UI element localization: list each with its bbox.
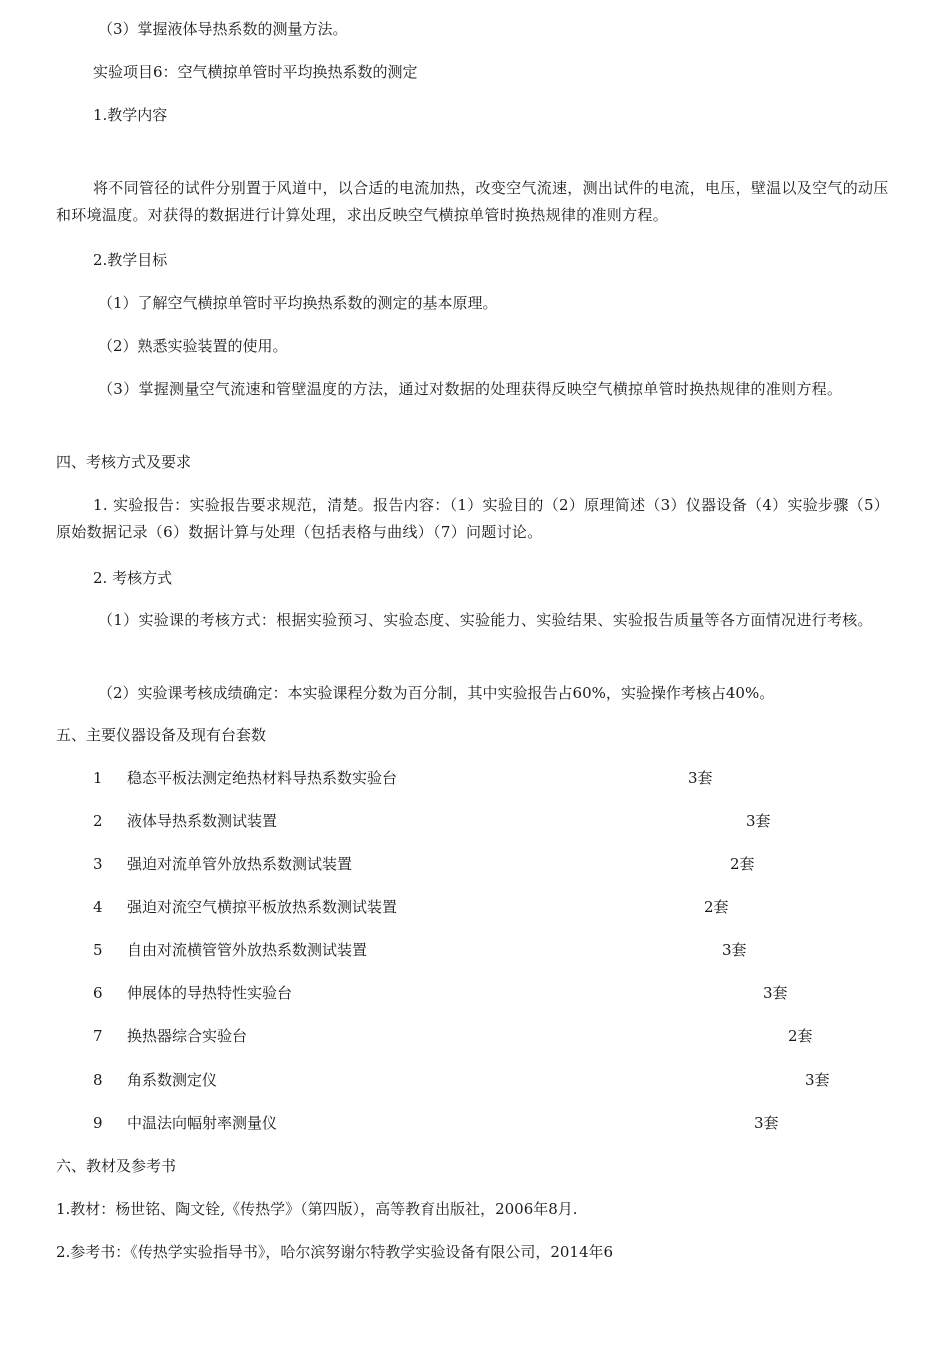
section-5-heading: 五、主要仪器设备及现有台套数 [56,726,267,744]
teaching-goal-heading: 2.教学目标 [93,251,168,269]
experiment-6-title: 实验项目6：空气横掠单管时平均换热系数的测定 [93,63,418,81]
section-6-heading: 六、教材及参考书 [56,1157,177,1175]
objective-3-text: （3）掌握液体导热系数的测量方法。 [98,20,348,38]
equipment-item [93,1067,853,1094]
equipment-name: 自由对流横管管外放热系数测试装置 [127,941,368,959]
equipment-item [93,765,853,792]
grade-rule-text: （2）实验课考核成绩确定：本实验课程分数为百分制，其中实验报告占60%，实验操作考核占40%。 [98,684,775,702]
equipment-number: 1 [93,769,103,787]
equipment-number: 5 [93,941,103,959]
equipment-name: 伸展体的导热特性实验台 [127,984,293,1002]
equipment-quantity: 3套 [746,812,771,830]
equipment-item [93,894,853,921]
section-4-heading: 四、考核方式及要求 [56,453,192,471]
teaching-content-heading: 1.教学内容 [93,106,168,124]
equipment-quantity: 3套 [688,769,713,787]
assessment-method-heading: 2. 考核方式 [93,569,173,587]
equipment-quantity: 2套 [788,1027,813,1045]
goal-1-text: （1）了解空气横掠单管时平均换热系数的测定的基本原理。 [98,294,498,312]
equipment-number: 4 [93,898,103,916]
equipment-name: 强迫对流空气横掠平板放热系数测试装置 [127,898,398,916]
equipment-number: 2 [93,812,103,830]
equipment-quantity: 3套 [763,984,788,1002]
teaching-content-text: 将不同管径的试件分别置于风道中，以合适的电流加热，改变空气流速，测出试件的电流，电压，壁温以及空气的动压和环境温度。对获得的数据进行计算处理，求出反映空气横掠单管时换热规律的准则方程。 [56,179,889,224]
equipment-item [93,808,853,835]
equipment-name: 液体导热系数测试装置 [127,812,278,830]
equipment-quantity: 2套 [730,855,755,873]
equipment-number: 8 [93,1071,103,1089]
reference-book: 2.参考书：《传热学实验指导书》，哈尔滨努谢尔特教学实验设备有限公司，2014年6 [56,1243,614,1261]
equipment-name: 稳态平板法测定绝热材料导热系数实验台 [127,769,398,787]
equipment-quantity: 2套 [704,898,729,916]
equipment-number: 7 [93,1027,103,1045]
equipment-name: 换热器综合实验台 [127,1027,248,1045]
equipment-item [93,980,853,1007]
equipment-number: 3 [93,855,103,873]
goal-2-text: （2）熟悉实验装置的使用。 [98,337,288,355]
goal-3-text: （3）掌握测量空气流速和管壁温度的方法，通过对数据的处理获得反映空气横掠单管时换热规律的准则方程。 [98,380,843,398]
equipment-item [93,937,853,964]
equipment-quantity: 3套 [754,1114,779,1132]
equipment-name: 角系数测定仪 [127,1071,218,1089]
equipment-quantity: 3套 [805,1071,830,1089]
equipment-name: 强迫对流单管外放热系数测试装置 [127,855,353,873]
textbook-reference: 1.教材：杨世铭、陶文铨,《传热学》（第四版），高等教育出版社，2006年8月. [56,1200,578,1218]
assessment-method-text: （1）实验课的考核方式：根据实验预习、实验态度、实验能力、实验结果、实验报告质量等各方面情况进行考核。 [98,611,873,629]
equipment-item [93,1023,853,1050]
equipment-name: 中温法向幅射率测量仪 [127,1114,278,1132]
equipment-item [93,1110,853,1137]
equipment-quantity: 3套 [722,941,747,959]
equipment-number: 6 [93,984,103,1002]
equipment-number: 9 [93,1114,103,1132]
lab-report-text: 1. 实验报告：实验报告要求规范，清楚。报告内容：（1）实验目的（2）原理简述（3）仪器设备（4）实验步骤（5）原始数据记录（6）数据计算与处理（包括表格与曲线）（7）问题讨论。 [56,496,890,541]
equipment-item [93,851,853,878]
